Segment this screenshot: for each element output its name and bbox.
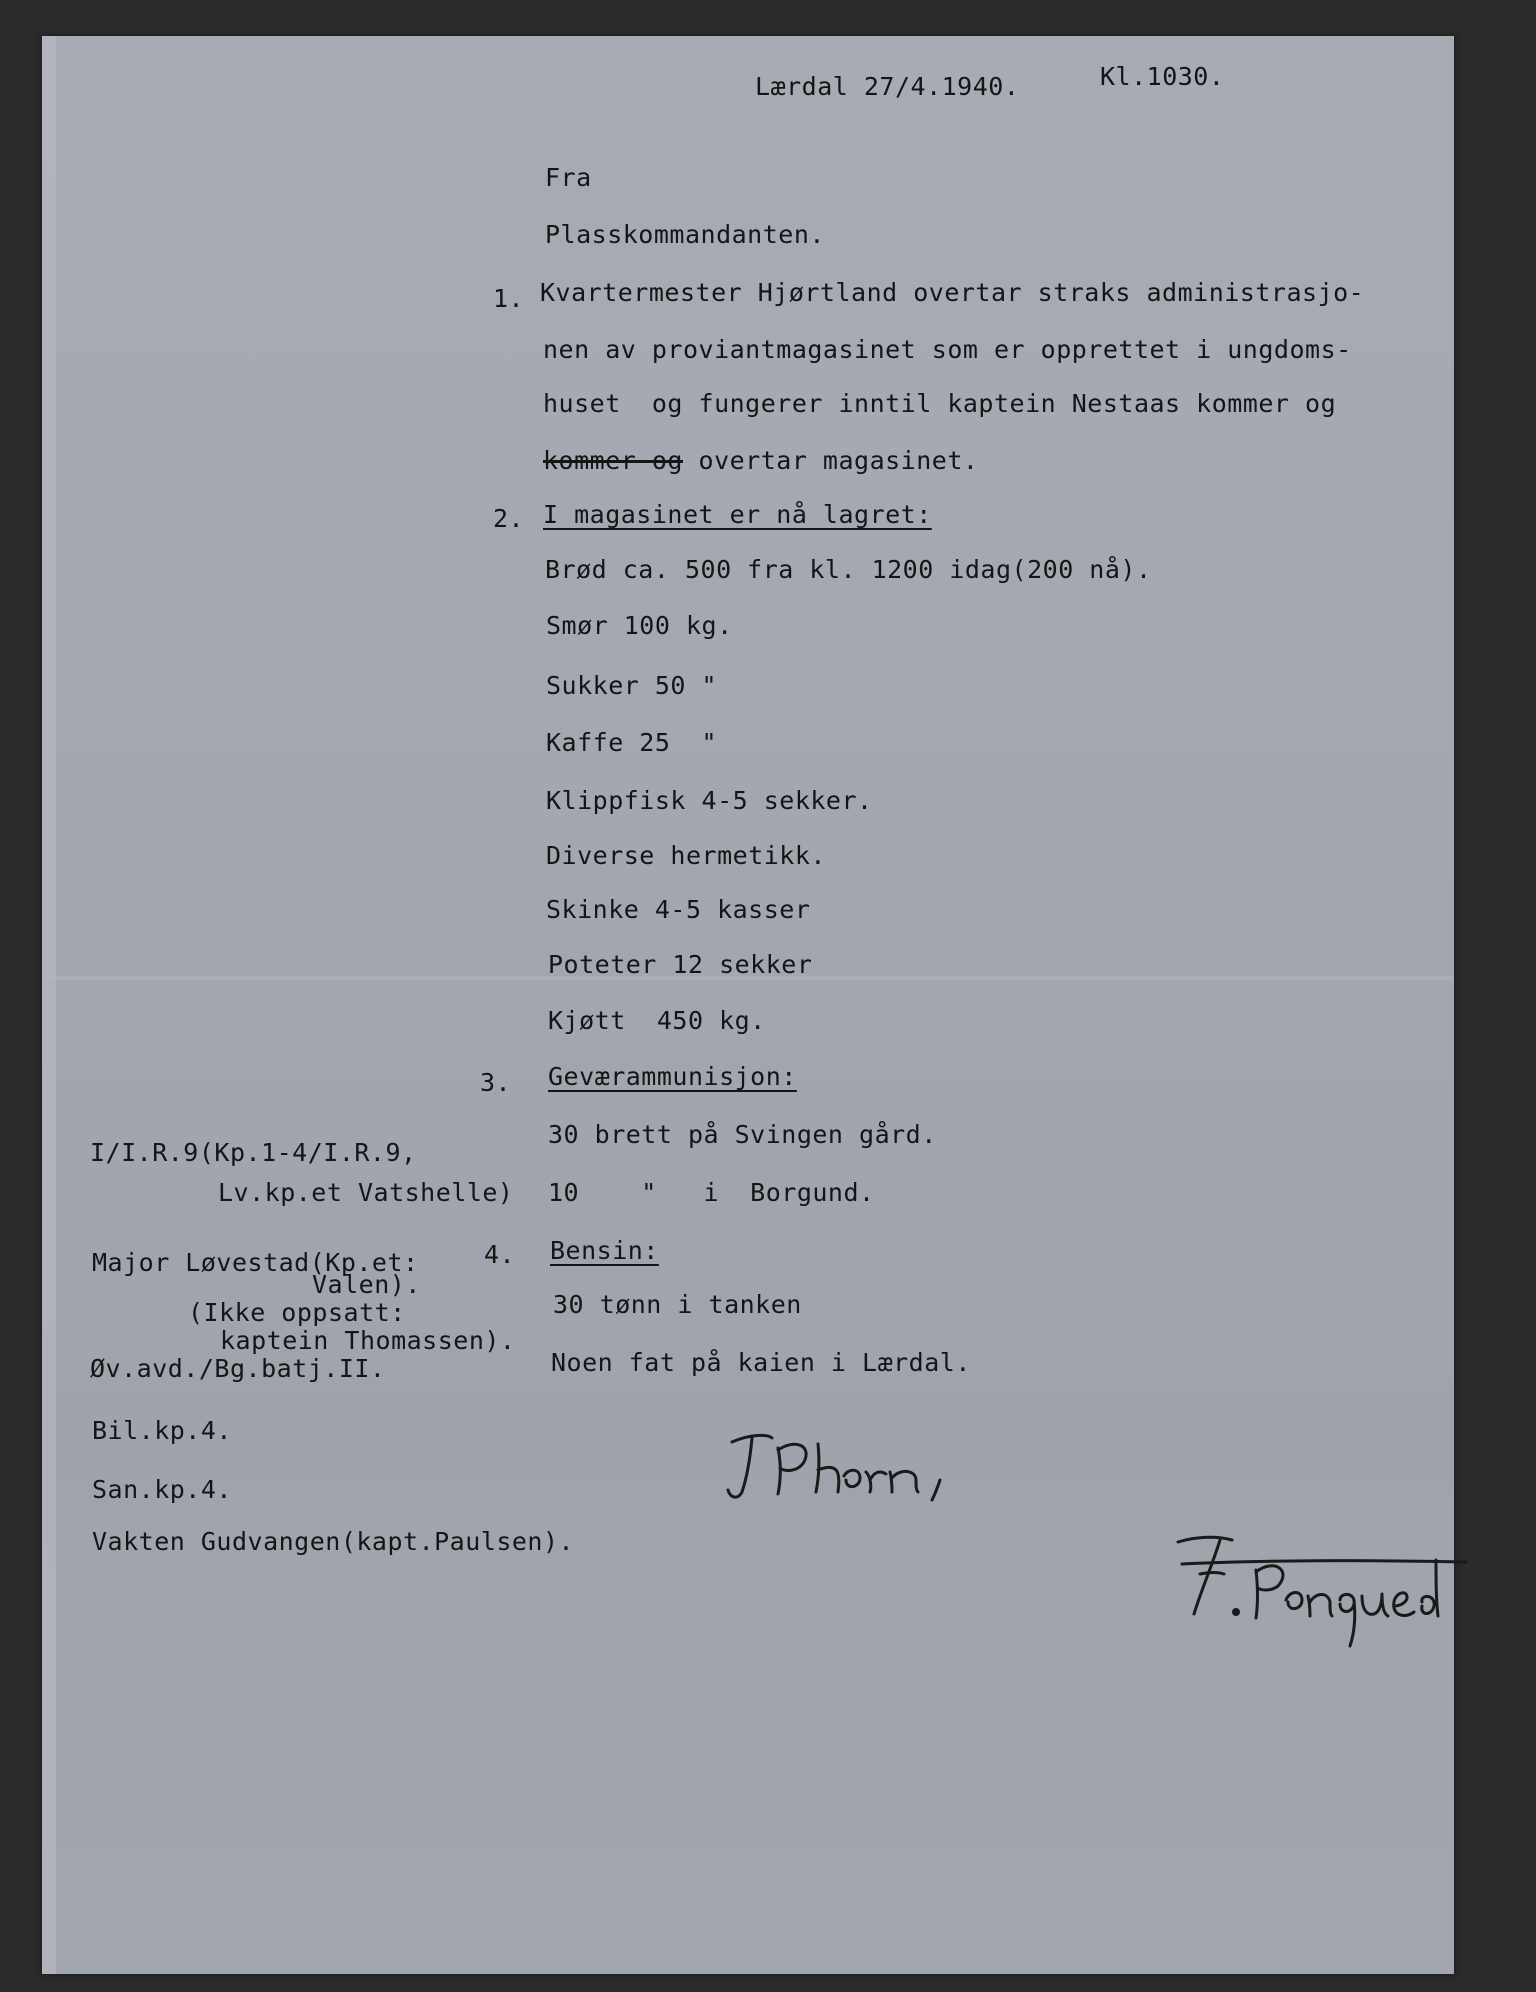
section3-heading: Geværammunisjon: xyxy=(548,1062,797,1091)
distribution-10: Vakten Gudvangen(kapt.Paulsen). xyxy=(92,1527,575,1556)
section3-number: 3. xyxy=(480,1068,512,1097)
place-date: Lærdal 27/4.1940. xyxy=(755,72,1020,101)
from-label: Fra xyxy=(545,163,592,192)
item-coffee: Kaffe 25 " xyxy=(546,728,718,757)
section4-line2: Noen fat på kaien i Lærdal. xyxy=(551,1348,971,1377)
item-butter: Smør 100 kg. xyxy=(546,611,733,640)
distribution-4: Valen). xyxy=(312,1270,421,1299)
section1-line3: huset og fungerer inntil kaptein Nestaas kommer og xyxy=(543,389,1337,418)
distribution-3: Major Løvestad(Kp.et: xyxy=(92,1248,419,1277)
item-bread: Brød ca. 500 fra kl. 1200 idag(200 nå). xyxy=(545,555,1152,584)
item-skinke: Skinke 4-5 kasser xyxy=(546,895,811,924)
section1-line1: Kvartermester Hjørtland overtar straks administrasjo- xyxy=(540,278,1365,307)
distribution-9: San.kp.4. xyxy=(92,1475,232,1504)
item-poteter: Poteter 12 sekker xyxy=(548,950,813,979)
distribution-1: I/I.R.9(Kp.1-4/I.R.9, xyxy=(90,1138,417,1167)
section2-number: 2. xyxy=(493,504,525,533)
section1-number: 1. xyxy=(493,284,525,313)
paper-edge xyxy=(42,36,56,1974)
item-klippfisk: Klippfisk 4-5 sekker. xyxy=(546,786,873,815)
section2-heading: I magasinet er nå lagret: xyxy=(543,500,932,529)
item-sugar: Sukker 50 " xyxy=(546,671,718,700)
section1-line4-rest: overtar magasinet. xyxy=(682,446,979,475)
signature-horn xyxy=(720,1420,980,1520)
section3-line2: 10 " i Borgund. xyxy=(548,1178,875,1207)
time-stamp: Kl.1030. xyxy=(1100,62,1225,91)
section4-line1: 30 tønn i tanken xyxy=(553,1290,802,1319)
document-page xyxy=(42,36,1454,1974)
distribution-8: Bil.kp.4. xyxy=(92,1416,232,1445)
distribution-5: (Ikke oppsatt: xyxy=(188,1298,406,1327)
section4-heading: Bensin: xyxy=(550,1236,659,1265)
section1-line2: nen av proviantmagasinet som er opprettet i ungdoms- xyxy=(543,335,1352,364)
struck-text: kommer og xyxy=(543,446,683,475)
distribution-2: Lv.kp.et Vatshelle) xyxy=(218,1178,514,1207)
sender: Plasskommandanten. xyxy=(545,220,825,249)
signature-ponqued xyxy=(1170,1530,1480,1660)
section4-number: 4. xyxy=(484,1240,516,1269)
distribution-6: kaptein Thomassen). xyxy=(220,1326,516,1355)
section3-line1: 30 brett på Svingen gård. xyxy=(548,1120,937,1149)
distribution-7: Øv.avd./Bg.batj.II. xyxy=(90,1354,386,1383)
item-kjott: Kjøtt 450 kg. xyxy=(548,1006,766,1035)
item-hermetikk: Diverse hermetikk. xyxy=(546,841,826,870)
section1-line4 xyxy=(543,446,978,476)
